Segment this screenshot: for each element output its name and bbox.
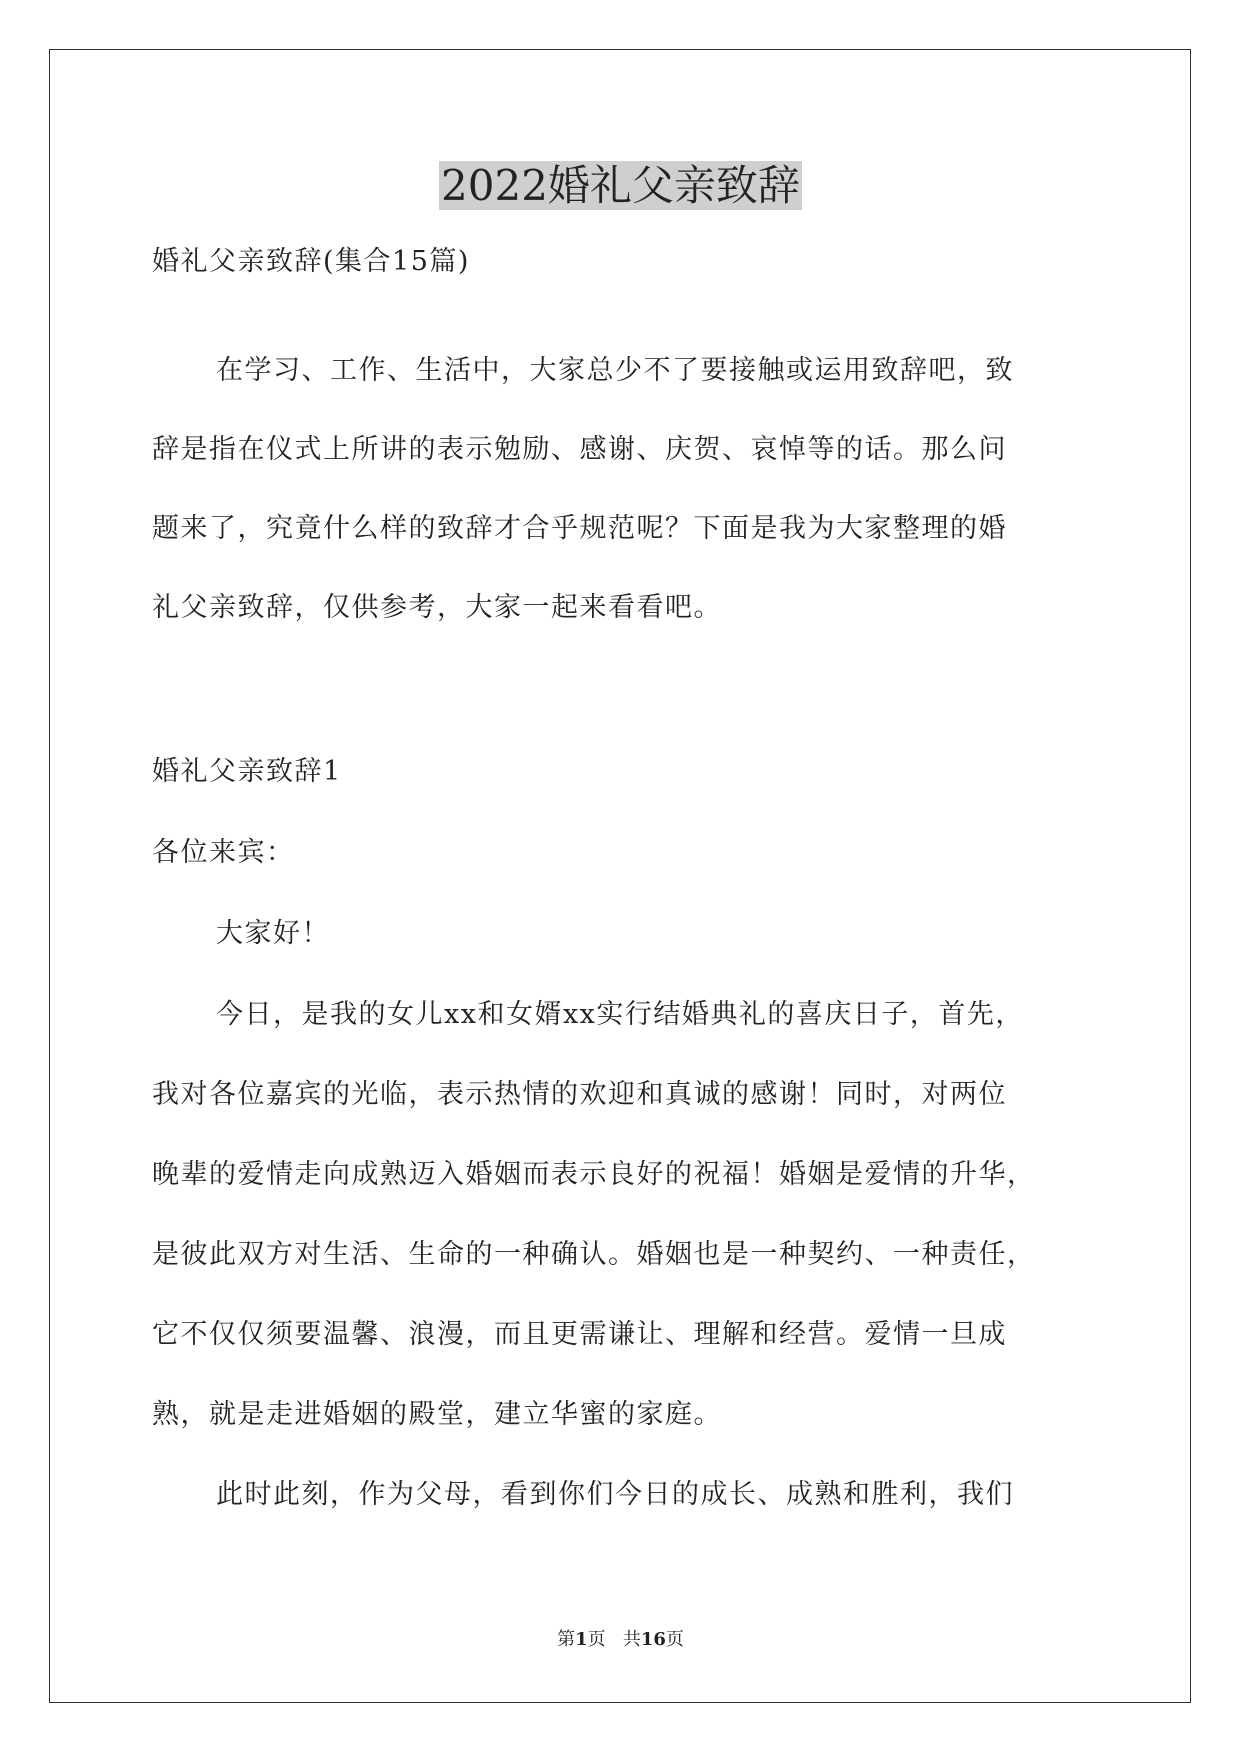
footer-total-pages: 16 [640,1629,666,1650]
footer-page-suffix: 页 [587,1629,606,1650]
footer-page-prefix: 第 [557,1629,576,1650]
intro-line-4: 礼父亲致辞，仅供参考，大家一起来看看吧。 [152,592,722,623]
body-line-1: 今日，是我的女儿xx和女婿xx实行结婚典礼的喜庆日子，首先， [216,999,1024,1030]
footer-page-number: 1 [575,1629,588,1650]
intro-line-2: 辞是指在仪式上所讲的表示勉励、感谢、庆贺、哀悼等的话。那么问 [152,434,1007,465]
document-title [0,158,1241,214]
body-line-6: 熟，就是走进婚姻的殿堂，建立华蜜的家庭。 [152,1399,722,1430]
page-border [49,49,1191,1703]
intro-line-1: 在学习、工作、生活中，大家总少不了要接触或运用致辞吧，致 [216,355,1014,386]
body-line-5: 它不仅仅须要温馨、浪漫，而且更需谦让、理解和经营。爱情一旦成 [152,1319,1007,1350]
document-title-text: 2022婚礼父亲致辞 [441,161,800,210]
greeting: 大家好！ [216,918,330,949]
footer-total-suffix: 页 [665,1629,684,1650]
document-subtitle: 婚礼父亲致辞(集合15篇) [152,246,470,277]
body-line-4: 是彼此双方对生活、生命的一种确认。婚姻也是一种契约、一种责任， [152,1239,1036,1270]
page-footer [0,1628,1241,1652]
salutation: 各位来宾： [152,837,295,868]
footer-total-prefix: 共 [622,1629,641,1650]
section-heading: 婚礼父亲致辞1 [152,756,342,787]
body-line-2: 我对各位嘉宾的光临，表示热情的欢迎和真诚的感谢！同时，对两位 [152,1079,1007,1110]
intro-line-3: 题来了，究竟什么样的致辞才合乎规范呢？下面是我为大家整理的婚 [152,513,1007,544]
body-line-7: 此时此刻，作为父母，看到你们今日的成长、成熟和胜利，我们 [216,1479,1014,1510]
body-line-3: 晚辈的爱情走向成熟迈入婚姻而表示良好的祝福！婚姻是爱情的升华， [152,1159,1036,1190]
